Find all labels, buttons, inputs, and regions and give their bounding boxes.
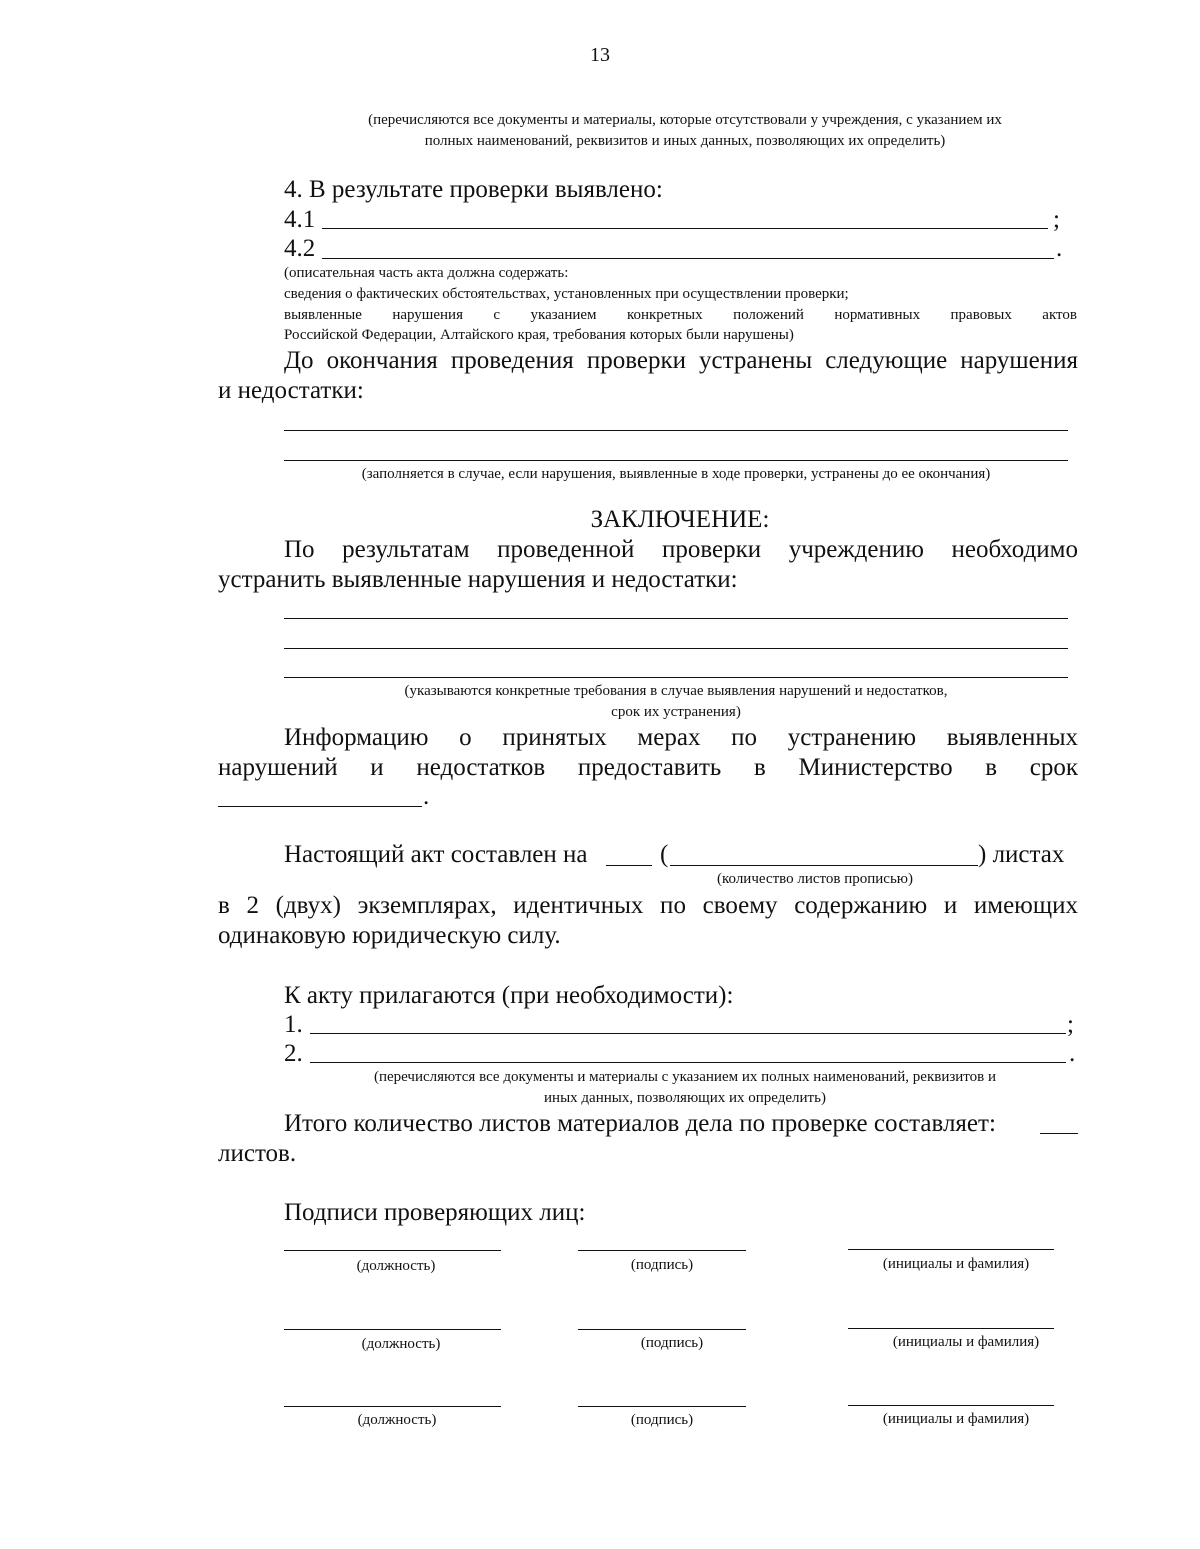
act-sheets-count-blank[interactable] xyxy=(606,865,652,866)
sig2-position-label: (должность) xyxy=(361,1336,441,1352)
attachment-1-end: ; xyxy=(1067,1011,1074,1038)
fixed-blank-1[interactable] xyxy=(284,430,1068,431)
attachments-note-line2: иных данных, позволяющих их определить) xyxy=(544,1090,826,1106)
sig2-name-blank[interactable] xyxy=(848,1328,1054,1329)
item-4-1-blank[interactable] xyxy=(322,228,1048,229)
sig2-signature-blank[interactable] xyxy=(578,1329,746,1330)
fixed-before-end-line1: До окончания проведения проверки устранены следующие нарушения xyxy=(284,347,1078,374)
item-4-1-end: ; xyxy=(1053,206,1060,233)
act-sheets-note: (количество листов прописью) xyxy=(717,871,913,887)
conclusion-note-line1: (указываются конкретные требования в случае выявления нарушений и недостатков, xyxy=(404,683,948,699)
conclusion-blank-3[interactable] xyxy=(284,677,1068,678)
attachment-2-blank[interactable] xyxy=(310,1062,1066,1063)
act-sheets-open-paren: ( xyxy=(660,841,669,868)
total-sheets-blank[interactable] xyxy=(1040,1133,1078,1134)
note-descriptive-line3: выявленные нарушения с указанием конкретных положений нормативных правовых актов xyxy=(284,307,1077,323)
sig1-name-blank[interactable] xyxy=(848,1249,1054,1250)
note-missing-docs-line1: (перечисляются все документы и материалы, которые отсутствовали у учреждения, с указанием их xyxy=(368,112,1002,128)
sig3-signature-blank[interactable] xyxy=(578,1406,746,1407)
note-missing-docs-line2: полных наименований, реквизитов и иных данных, позволяющих их определить) xyxy=(424,133,946,149)
sig1-position-blank[interactable] xyxy=(284,1250,501,1251)
sig2-name-label: (инициалы и фамилия) xyxy=(892,1334,1040,1350)
conclusion-blank-2[interactable] xyxy=(284,648,1068,649)
sig3-signature-label: (подпись) xyxy=(630,1412,694,1428)
attachment-2-end: . xyxy=(1069,1040,1076,1067)
act-sheets-suffix: ) листах xyxy=(978,841,1065,868)
sig3-name-blank[interactable] xyxy=(848,1405,1054,1406)
item-4-2-blank[interactable] xyxy=(322,258,1054,259)
info-line2: нарушений и недостатков предоставить в Министерство в срок xyxy=(218,754,1078,781)
sig1-signature-label: (подпись) xyxy=(630,1257,694,1273)
item-4-1-label: 4.1 xyxy=(284,206,316,233)
info-deadline-blank[interactable] xyxy=(218,806,422,807)
act-sheets-prefix: Настоящий акт составлен на xyxy=(284,841,588,868)
sig1-position-label: (должность) xyxy=(356,1258,436,1274)
conclusion-blank-1[interactable] xyxy=(284,618,1068,619)
total-sheets-line1: Итого количество листов материалов дела по проверке составляет: xyxy=(284,1110,996,1137)
attachments-note-line1: (перечисляются все документы и материалы с указанием их полных наименований, реквизитов и xyxy=(373,1069,997,1085)
note-fixed: (заполняется в случае, если нарушения, выявленные в ходе проверки, устранены до ее окончания) xyxy=(361,466,991,482)
note-descriptive-line2: сведения о фактических обстоятельствах, установленных при осуществлении проверки; xyxy=(284,286,849,302)
attachment-1-label: 1. xyxy=(284,1011,303,1038)
act-sheets-line1: в 2 (двух) экземплярах, идентичных по своему содержанию и имеющих xyxy=(218,892,1078,919)
info-line1: Информацию о принятых мерах по устранению выявленных xyxy=(284,724,1078,751)
sig3-position-blank[interactable] xyxy=(284,1406,501,1407)
attachment-1-blank[interactable] xyxy=(310,1033,1066,1034)
conclusion-heading: ЗАКЛЮЧЕНИЕ: xyxy=(590,506,770,533)
sig1-signature-blank[interactable] xyxy=(578,1250,746,1251)
sig2-position-blank[interactable] xyxy=(284,1329,501,1330)
page-number: 13 xyxy=(590,44,610,66)
conclusion-line1: По результатам проведенной проверки учреждению необходимо xyxy=(284,536,1078,563)
signatures-heading: Подписи проверяющих лиц: xyxy=(284,1199,586,1226)
total-sheets-line2: листов. xyxy=(218,1140,297,1167)
conclusion-line2: устранить выявленные нарушения и недостатки: xyxy=(218,566,738,593)
fixed-before-end-line2: и недостатки: xyxy=(218,377,364,404)
attachments-heading: К акту прилагаются (при необходимости): xyxy=(284,982,734,1009)
act-sheets-line2: одинаковую юридическую силу. xyxy=(218,922,561,949)
sig3-name-label: (инициалы и фамилия) xyxy=(882,1411,1030,1427)
item-4-2-label: 4.2 xyxy=(284,235,316,262)
item-4-2-end: . xyxy=(1056,235,1063,262)
note-descriptive-line1: (описательная часть акта должна содержать: xyxy=(284,265,569,281)
sig3-position-label: (должность) xyxy=(357,1412,437,1428)
sig1-name-label: (инициалы и фамилия) xyxy=(882,1256,1030,1272)
conclusion-note-line2: срок их устранения) xyxy=(611,704,741,720)
section4-heading: 4. В результате проверки выявлено: xyxy=(284,176,663,203)
attachment-2-label: 2. xyxy=(284,1040,303,1067)
info-end: . xyxy=(423,783,430,810)
act-sheets-words-blank[interactable] xyxy=(670,865,978,866)
note-descriptive-line4: Российской Федерации, Алтайского края, требования которых были нарушены) xyxy=(284,327,794,343)
fixed-blank-2[interactable] xyxy=(284,460,1068,461)
sig2-signature-label: (подпись) xyxy=(640,1335,704,1351)
